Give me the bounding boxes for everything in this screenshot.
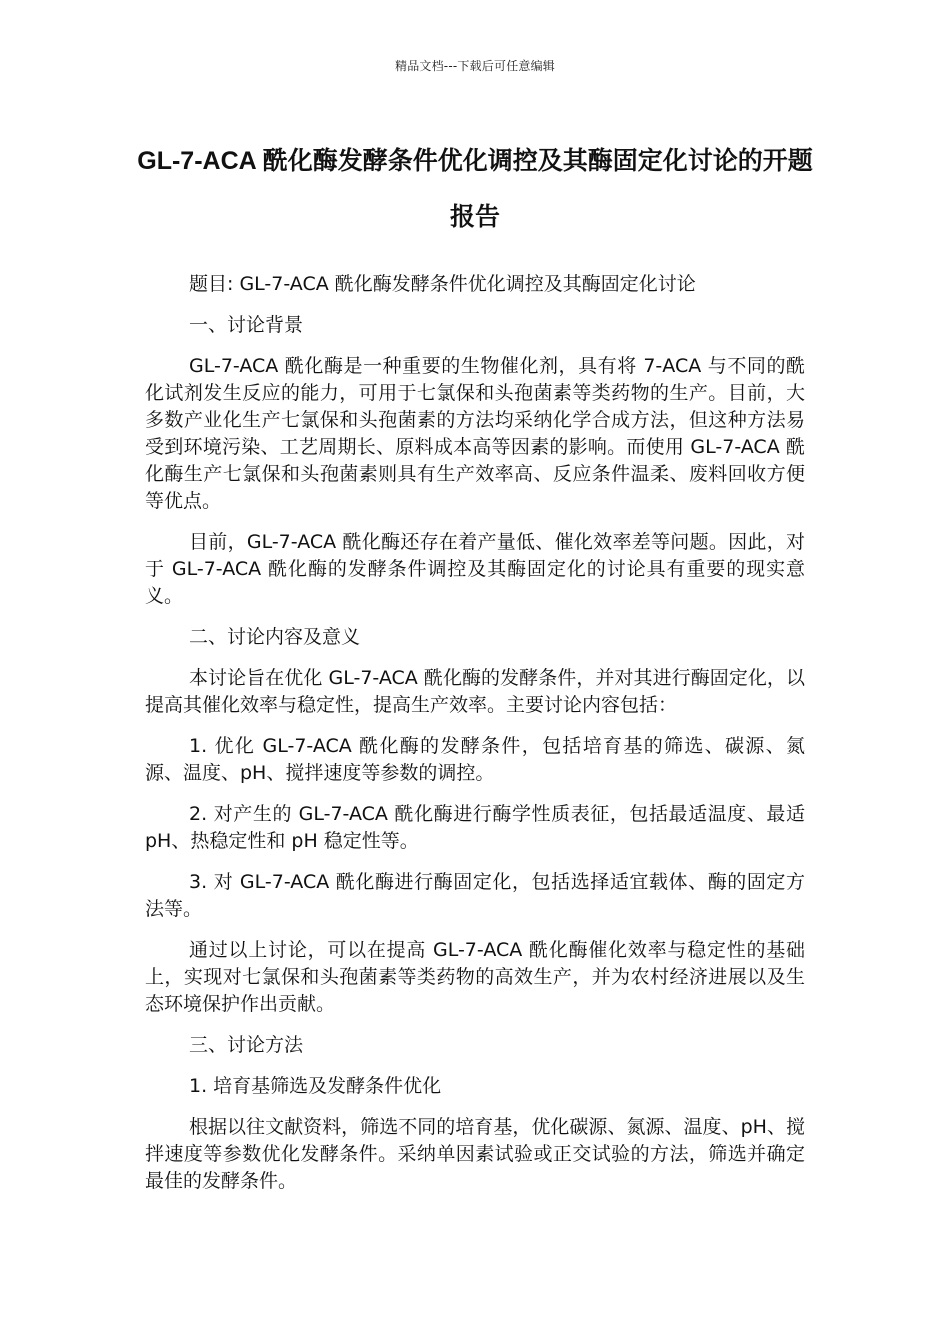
document-body	[145, 271, 805, 1195]
subheading-medium-screening: 1. 培育基筛选及发酵条件优化	[189, 1075, 442, 1097]
list-item-1: 1. 优化 GL-7-ACA 酰化酶的发酵条件，包括培育基的筛选、碳源、氮源、温度、pH、搅拌速度等参数的调控。	[145, 735, 805, 784]
paragraph-problems: 目前，GL-7-ACA 酰化酶还存在着产量低、催化效率差等问题。因此，对于 GL-7-ACA 酰化酶的发酵条件调控及其酶固定化的讨论具有重要的现实意义。	[145, 531, 805, 607]
topic-line: 题目: GL-7-ACA 酰化酶发酵条件优化调控及其酶固定化讨论	[189, 273, 696, 295]
page-header: 精品文档---下载后可任意编辑	[395, 59, 555, 73]
section-heading-content: 二、讨论内容及意义	[189, 626, 361, 648]
list-item-3: 3. 对 GL-7-ACA 酰化酶进行酶固定化，包括选择适宜载体、酶的固定方法等。	[145, 871, 805, 920]
document-title: GL-7-ACA 酰化酶发酵条件优化调控及其酶固定化讨论的开题报告	[137, 147, 813, 231]
paragraph-significance: 通过以上讨论，可以在提高 GL-7-ACA 酰化酶催化效率与稳定性的基础上，实现对七氯保和头孢菌素等类药物的高效生产，并为农村经济进展以及生态环境保护作出贡献。	[145, 939, 805, 1015]
section-heading-methods: 三、讨论方法	[189, 1034, 304, 1056]
list-item-2: 2. 对产生的 GL-7-ACA 酰化酶进行酶学性质表征，包括最适温度、最适 pH、热稳定性和 pH 稳定性等。	[145, 803, 805, 852]
section-heading-background: 一、讨论背景	[189, 314, 304, 336]
paragraph-background: GL-7-ACA 酰化酶是一种重要的生物催化剂，具有将 7-ACA 与不同的酰化试剂发生反应的能力，可用于七氯保和头孢菌素等类药物的生产。目前，大多数产业化生产七氯保和头孢菌素的方法均采纳化学合成方法，但这种方法易受到环境污染、工艺周期长、原料成本高等因素的影响。而使用 GL-7-ACA 酰化酶生产七氯保和头孢菌素则具有生产效率高、反应条件温柔、废料回收方便等优点。	[145, 355, 805, 512]
paragraph-methods: 根据以往文献资料，筛选不同的培育基，优化碳源、氮源、温度、pH、搅拌速度等参数优化发酵条件。采纳单因素试验或正交试验的方法，筛选并确定最佳的发酵条件。	[145, 1116, 805, 1192]
paragraph-aim: 本讨论旨在优化 GL-7-ACA 酰化酶的发酵条件，并对其进行酶固定化，以提高其催化效率与稳定性，提高生产效率。主要讨论内容包括：	[145, 667, 805, 716]
